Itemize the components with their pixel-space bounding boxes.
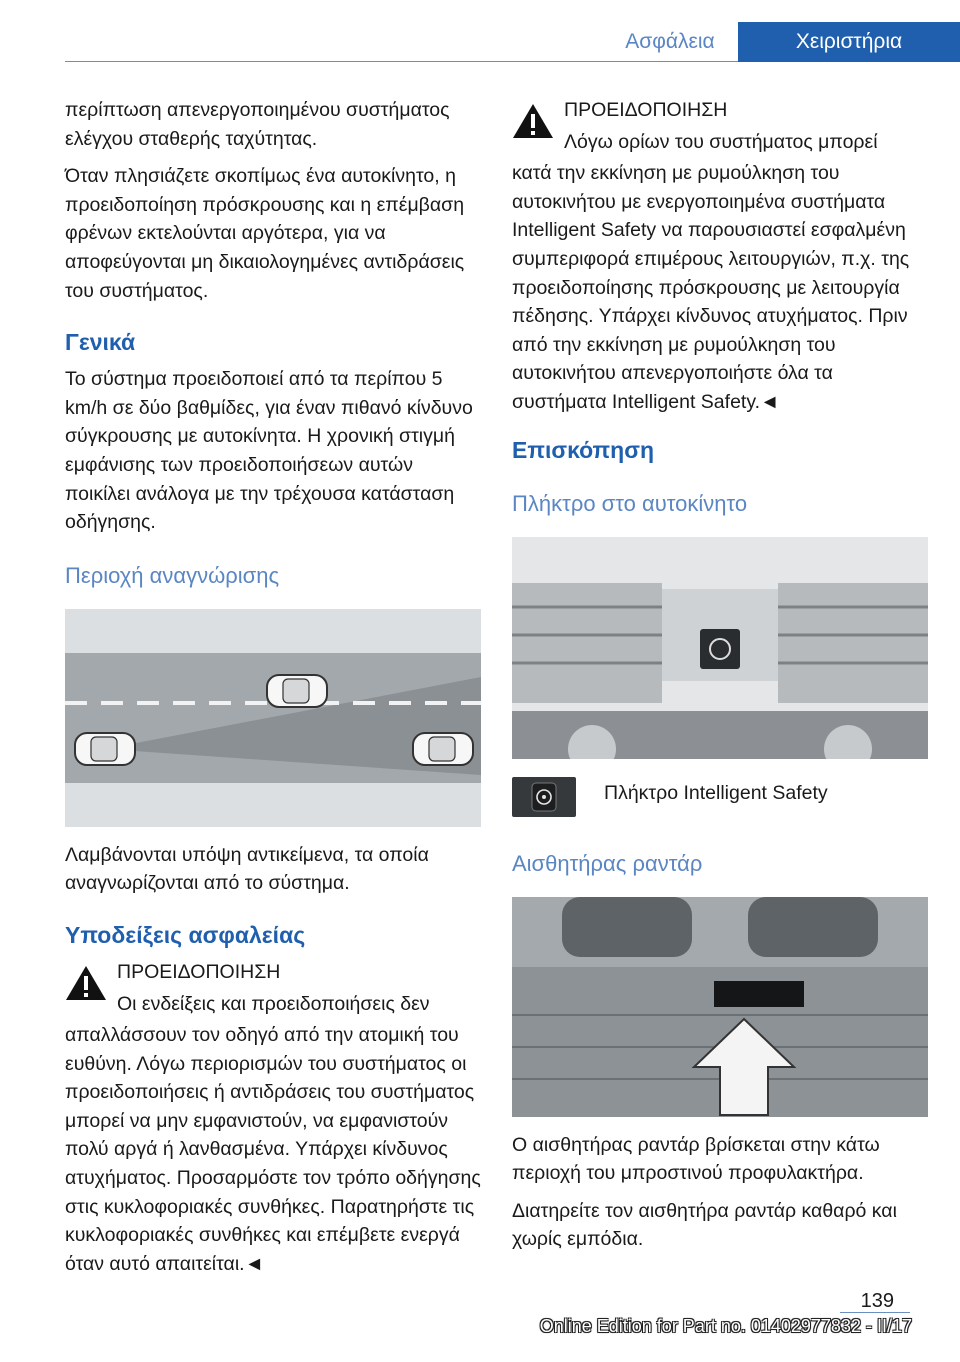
warning-triangle-icon <box>65 964 107 1002</box>
warning-text: απαλλάσσουν τον οδηγό από την ατομική του ευθύνη. Λόγω περιορισμών του συστήματος οι προειδοποιήσεις ή αντιδράσεις του συστήματος μπορεί να μην εμφανιστούν, να εμφανιστούν πολύ αργά ή λανθασμένα. Υπάρχει κίνδυνος ατυχήματος. Προσαρμόστε τον τρόπο οδήγησης στις κυκλοφοριακές συνθήκες. Παρατηρήστε τις κυκλοφοριακές συνθήκες και επέμβετε ενεργά όταν αυτό απαιτείται.◄ <box>65 1024 481 1275</box>
paragraph-cruise-control: περίπτωση απενεργοποιημένου συστήματος ελέγχου σταθερής ταχύτητας. <box>65 99 450 150</box>
warning-block-responsibility <box>65 958 481 1279</box>
button-caption <box>512 775 928 825</box>
button-location-photo <box>512 537 928 759</box>
heading-detection-area: Περιοχή αναγνώρισης <box>65 562 280 588</box>
page-number: 139 <box>860 1290 894 1312</box>
heading-overview: Επισκόπηση <box>512 436 654 463</box>
warning-first-line: Λόγω ορίων του συστήματος μπορεί <box>564 130 878 153</box>
paragraph-approach: Όταν πλησιάζετε σκοπίμως ένα αυτοκίνητο, η προειδοποίηση πρόσκρουσης και η επέμβαση φρένων εκτελούνται αργότερα, για να αποφεύγονται μη δικαιολογημένες αντιδράσεις του συστήματος. <box>65 165 465 302</box>
warning-first-line: Οι ενδείξεις και προειδοποιήσεις δεν <box>117 992 430 1015</box>
warning-title: ΠΡΟΕΙΔΟΠΟΙΗΣΗ <box>117 960 281 983</box>
left-column <box>65 96 481 1287</box>
paragraph-general: Το σύστημα προειδοποιεί από τα περίπου 5 km/h σε δύο βαθμίδες, για έναν πιθανό κίνδυνο σύγκρουσης με αυτοκίνητα. Η χρονική στιγμή εμφάνισης των προειδοποιήσεων αυτών ποικίλει ανάλογα με την τρέχουσα κατάσταση οδήγησης. <box>65 368 473 534</box>
warning-text: κατά την εκκίνηση με ρυμούλκηση του αυτοκινήτου με ενεργοποιημένα συστήματα Intelligent Safety να παρουσιαστεί εσφαλμένη συμπεριφορά επιμέρους λειτουργιών, π.χ. της προειδοποίησης πρόσκρουσης με λειτουργία πέδησης. Υπάρχει κίνδυνος ατυχήματος. Πριν από την εκκίνηση με ρυμούλκηση του αυτοκινήτου απενεργοποιήστε όλα τα συστήματα Intelligent Safety.◄ <box>512 162 910 413</box>
caption-text: Πλήκτρο Intelligent Safety <box>604 781 828 804</box>
paragraph-radar-location: Ο αισθητήρας ραντάρ βρίσκεται στην κάτω περιοχή του μπροστινού προφυλακτήρα. <box>512 1133 880 1185</box>
intelligent-safety-button <box>700 629 740 669</box>
warning-triangle-icon <box>512 102 554 140</box>
paragraph-objects: Λαμβάνονται υπόψη αντικείμενα, τα οποία αναγνωρίζονται από το σύστημα. <box>65 843 429 895</box>
warning-title: ΠΡΟΕΙΔΟΠΟΙΗΣΗ <box>564 99 728 121</box>
edition-footer: Online Edition for Part no. 01402977832 - II/17 <box>539 1316 912 1336</box>
heading-general: Γενικά <box>65 329 136 356</box>
footer-rule <box>840 1312 910 1313</box>
radar-sensor <box>714 981 804 1007</box>
intelligent-safety-button-icon <box>512 777 576 817</box>
air-vent-left <box>512 583 662 703</box>
front-car-icon <box>413 733 473 765</box>
heading-radar-sensor: Αισθητήρας ραντάρ <box>512 850 703 876</box>
detection-area-illustration <box>65 609 481 827</box>
heading-safety-notes: Υποδείξεις ασφαλείας <box>65 921 306 948</box>
paragraph-radar-clean: Διατηρείτε τον αισθητήρα ραντάρ καθαρό και χωρίς εμπόδια. <box>512 1199 897 1251</box>
chapter-tab[interactable]: Χειριστήρια <box>738 22 960 62</box>
heading-button-in-vehicle: Πλήκτρο στο αυτοκίνητο <box>512 490 748 516</box>
radar-sensor-photo <box>512 897 928 1117</box>
warning-block-towing <box>512 96 928 417</box>
adjacent-lane-car-icon <box>267 675 327 707</box>
right-column <box>512 96 928 1263</box>
air-vent-right <box>778 583 928 703</box>
section-tab[interactable]: Ασφάλεια <box>625 30 715 53</box>
own-car-icon <box>75 733 135 765</box>
